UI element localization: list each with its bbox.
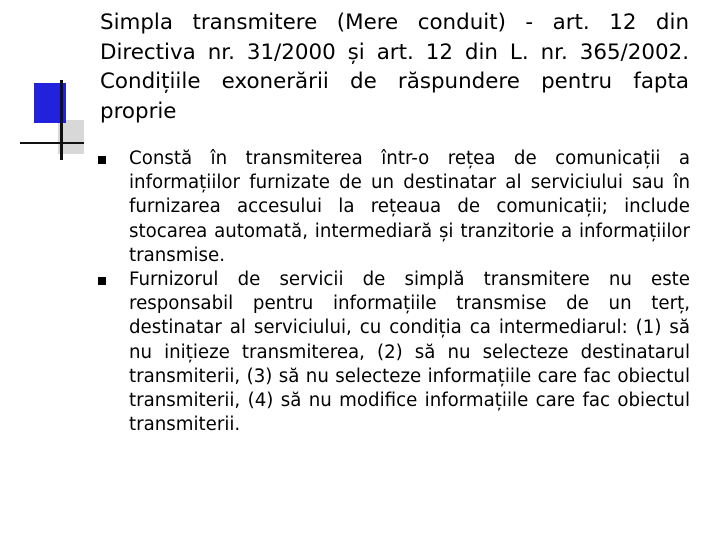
decorative-horizontal-line xyxy=(20,142,84,144)
decorative-vertical-line xyxy=(60,80,63,160)
bullet-text: Constă în transmiterea într-o rețea de comunicații a informațiilor furnizate de un destinatar al serviciului sau în furnizarea accesului la rețeaua de comunicații; include stocarea automată, intermediară și tranzitorie a informațiilor transmise. xyxy=(129,148,690,266)
bullet-text: Furnizorul de servicii de simplă transmitere nu este responsabil pentru informațiile transmise de un terț, destinatar al serviciului, cu condiția ca intermediarul: (1) să nu inițieze transmiterea, (2) să nu selecteze destinatarul transmiterii, (3) să nu selecteze informațiile care fac obiectul transmiterii, (4) să nu modifice informațiile care fac obiectul transmiterii. xyxy=(129,269,690,436)
square-bullet-icon xyxy=(98,156,106,164)
bullet-item-liability-conditions xyxy=(96,268,690,437)
bullet-list xyxy=(96,147,690,437)
bullet-item-definition xyxy=(96,147,690,268)
square-bullet-icon xyxy=(98,277,106,285)
slide-title: Simpla transmitere (Mere conduit) - art. 12 din Directiva nr. 31/2000 și art. 12 din L. nr. 365/2002. Condițiile exonerării de răspundere pentru fapta proprie xyxy=(100,10,689,125)
